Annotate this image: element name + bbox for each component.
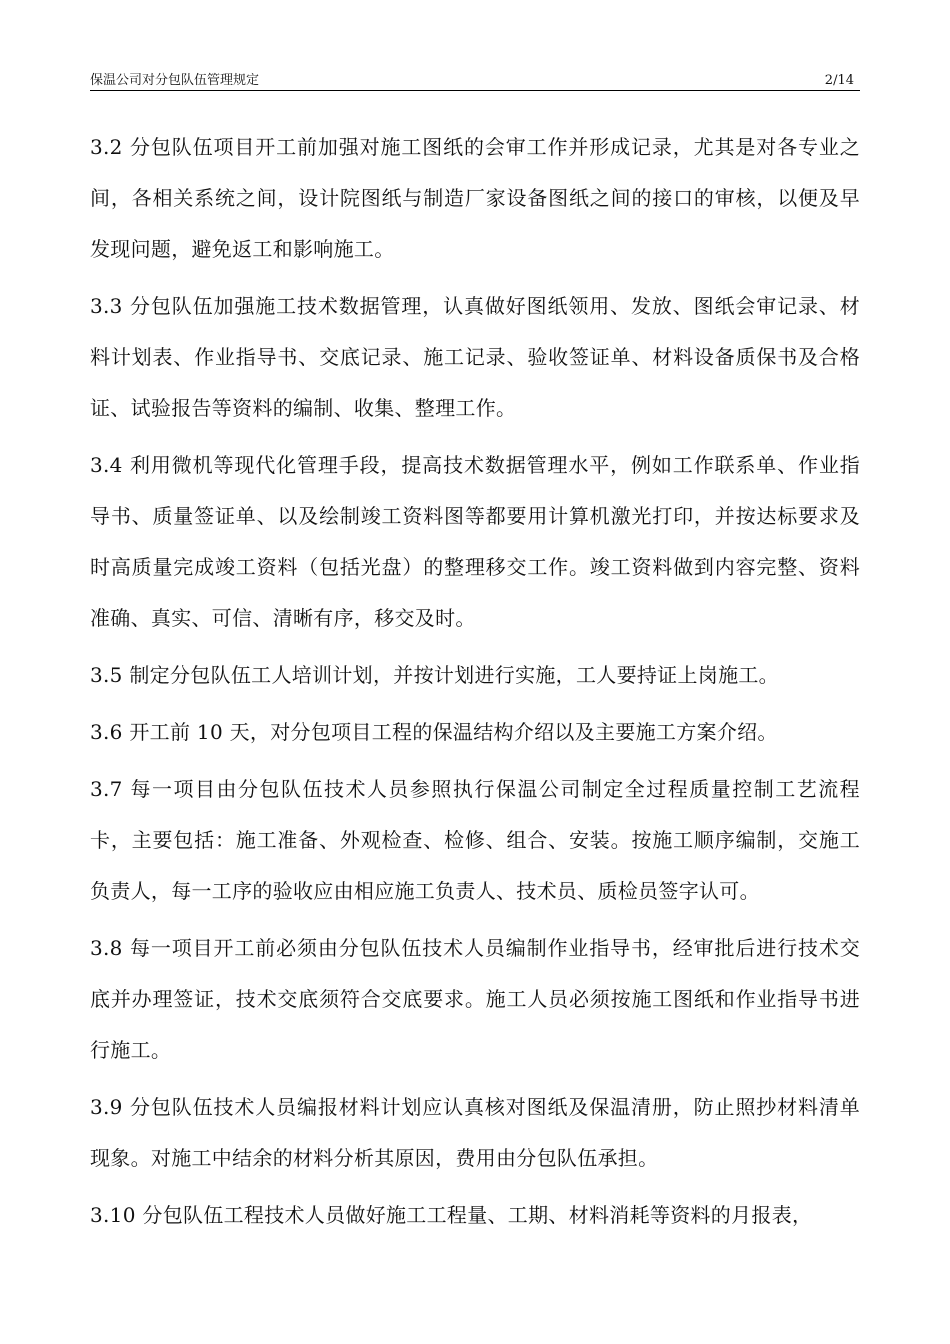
paragraph-3-2: 3.2 分包队伍项目开工前加强对施工图纸的会审工作并形成记录，尤其是对各专业之间，各相关系统之间，设计院图纸与制造厂家设备图纸之间的接口的审核，以便及早发现问题，避免返工和影响施工。 <box>90 135 860 261</box>
paragraph-3-4: 3.4 利用微机等现代化管理手段，提高技术数据管理水平，例如工作联系单、作业指导书、质量签证单、以及绘制竣工资料图等都要用计算机激光打印，并按达标要求及时高质量完成竣工资料（包括光盘）的整理移交工作。竣工资料做到内容完整、资料准确、真实、可信、清晰有序，移交及时。 <box>90 453 860 630</box>
paragraph-3-8: 3.8 每一项目开工前必须由分包队伍技术人员编制作业指导书，经审批后进行技术交底并办理签证，技术交底须符合交底要求。施工人员必须按施工图纸和作业指导书进行施工。 <box>90 936 860 1062</box>
page-number: 2/14 <box>824 73 854 88</box>
paragraph-3-7: 3.7 每一项目由分包队伍技术人员参照执行保温公司制定全过程质量控制工艺流程卡，主要包括：施工准备、外观检查、检修、组合、安装。按施工顺序编制，交施工负责人，每一工序的验收应由相应施工负责人、技术员、质检员签字认可。 <box>90 777 860 903</box>
paragraph-3-5: 3.5 制定分包队伍工人培训计划，并按计划进行实施，工人要持证上岗施工。 <box>90 663 779 687</box>
page-header <box>90 72 860 91</box>
paragraph-3-3: 3.3 分包队伍加强施工技术数据管理，认真做好图纸领用、发放、图纸会审记录、材料计划表、作业指导书、交底记录、施工记录、验收签证单、材料设备质保书及合格证、试验报告等资料的编制、收集、整理工作。 <box>90 294 860 420</box>
paragraph-3-10: 3.10 分包队伍工程技术人员做好施工工程量、工期、材料消耗等资料的月报表， <box>90 1203 813 1227</box>
paragraph-3-9: 3.9 分包队伍技术人员编报材料计划应认真核对图纸及保温清册，防止照抄材料清单现象。对施工中结余的材料分析其原因，费用由分包队伍承担。 <box>90 1095 860 1170</box>
paragraph-3-6: 3.6 开工前 10 天，对分包项目工程的保温结构介绍以及主要施工方案介绍。 <box>90 720 778 744</box>
document-title: 保温公司对分包队伍管理规定 <box>90 73 260 88</box>
document-body <box>90 122 860 1247</box>
